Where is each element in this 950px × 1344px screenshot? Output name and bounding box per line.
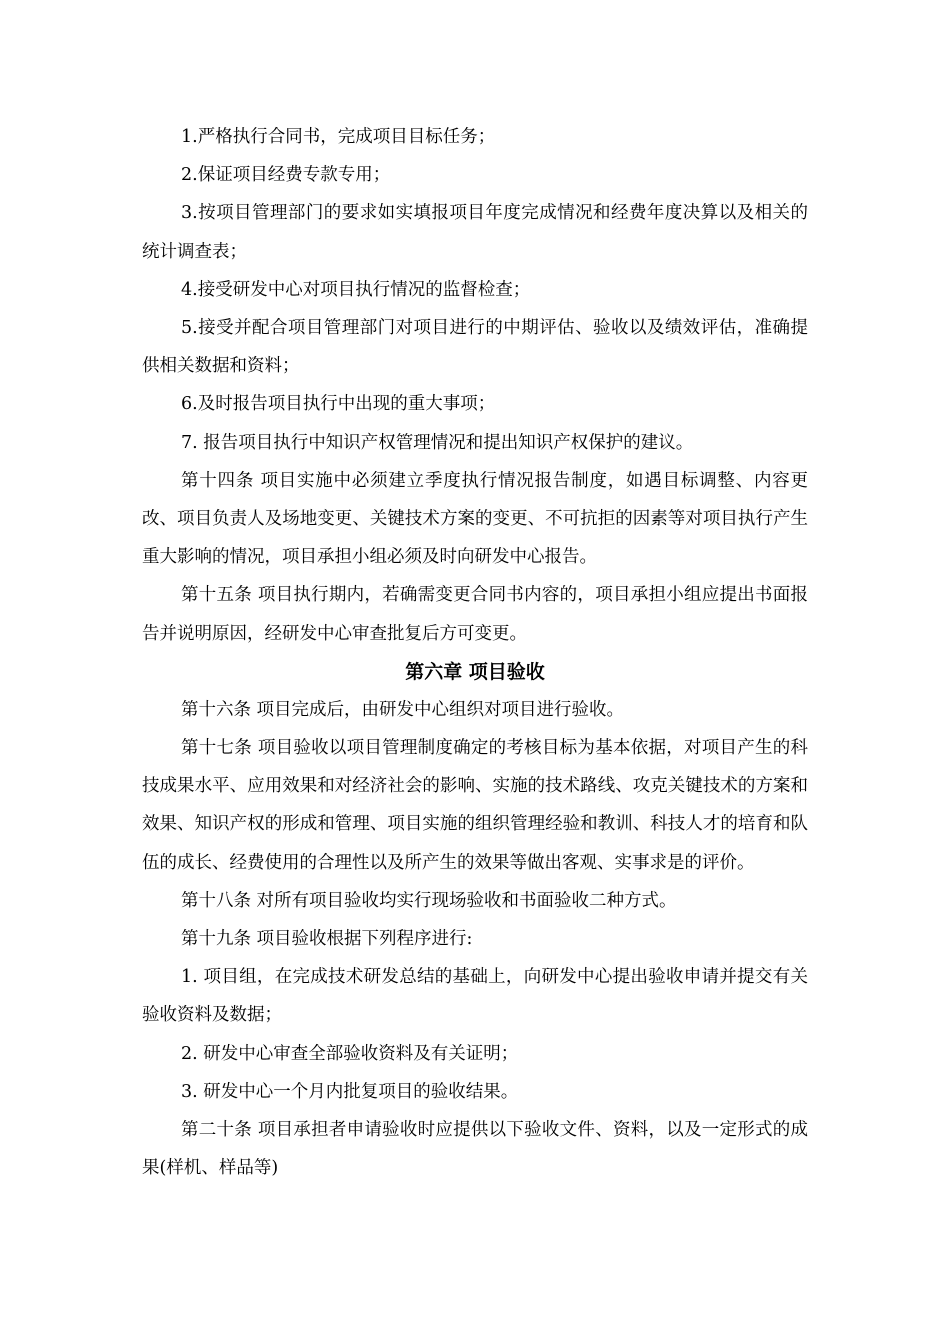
paragraph-duty-4: 4.接受研发中心对项目执行情况的监督检查；: [181, 279, 531, 300]
article-14: 第十四条 项目实施中必须建立季度执行情况报告制度，如遇目标调整、内容更改、项目负责人及场地变更、关键技术方案的变更、不可抗拒的因素等对项目执行产生重大影响的情况，项目承担小组必须及时向研发中心报告。: [142, 470, 808, 568]
paragraph-duty-2: 2.保证项目经费专款专用；: [181, 165, 391, 186]
procedure-step-1: 1. 项目组，在完成技术研发总结的基础上，向研发中心提出验收申请并提交有关验收资料及数据；: [142, 967, 808, 1026]
paragraph-duty-3: 3.按项目管理部门的要求如实填报项目年度完成情况和经费年度决算以及相关的统计调查表；: [142, 203, 808, 262]
article-18: 第十八条 对所有项目验收均实行现场验收和书面验收二种方式。: [181, 890, 677, 911]
article-17: 第十七条 项目验收以项目管理制度确定的考核目标为基本依据，对项目产生的科技成果水平、应用效果和对经济社会的影响、实施的技术路线、攻克关键技术的方案和效果、知识产权的形成和管理、项目实施的组织管理经验和教训、科技人才的培育和队伍的成长、经费使用的合理性以及所产生的效果等做出客观、实事求是的评价。: [142, 738, 808, 873]
document-body: [142, 118, 808, 1187]
article-15: 第十五条 项目执行期内，若确需变更合同书内容的，项目承担小组应提出书面报告并说明原因，经研发中心审查批复后方可变更。: [142, 585, 808, 644]
procedure-step-3: 3. 研发中心一个月内批复项目的验收结果。: [181, 1081, 519, 1102]
chapter-title: 第六章 项目验收: [405, 660, 545, 683]
article-19: 第十九条 项目验收根据下列程序进行:: [181, 929, 473, 950]
paragraph-duty-5: 5.接受并配合项目管理部门对项目进行的中期评估、验收以及绩效评估，准确提供相关数据和资料；: [142, 318, 808, 377]
article-20: 第二十条 项目承担者申请验收时应提供以下验收文件、资料，以及一定形式的成果(样机、样品等): [142, 1120, 808, 1179]
paragraph-duty-6: 6.及时报告项目执行中出现的重大事项；: [181, 394, 496, 415]
procedure-step-2: 2. 研发中心审查全部验收资料及有关证明；: [181, 1043, 519, 1064]
paragraph-duty-7: 7. 报告项目执行中知识产权管理情况和提出知识产权保护的建议。: [181, 432, 694, 453]
article-16: 第十六条 项目完成后，由研发中心组织对项目进行验收。: [181, 699, 625, 720]
paragraph-duty-1: 1.严格执行合同书，完成项目目标任务；: [181, 127, 496, 147]
